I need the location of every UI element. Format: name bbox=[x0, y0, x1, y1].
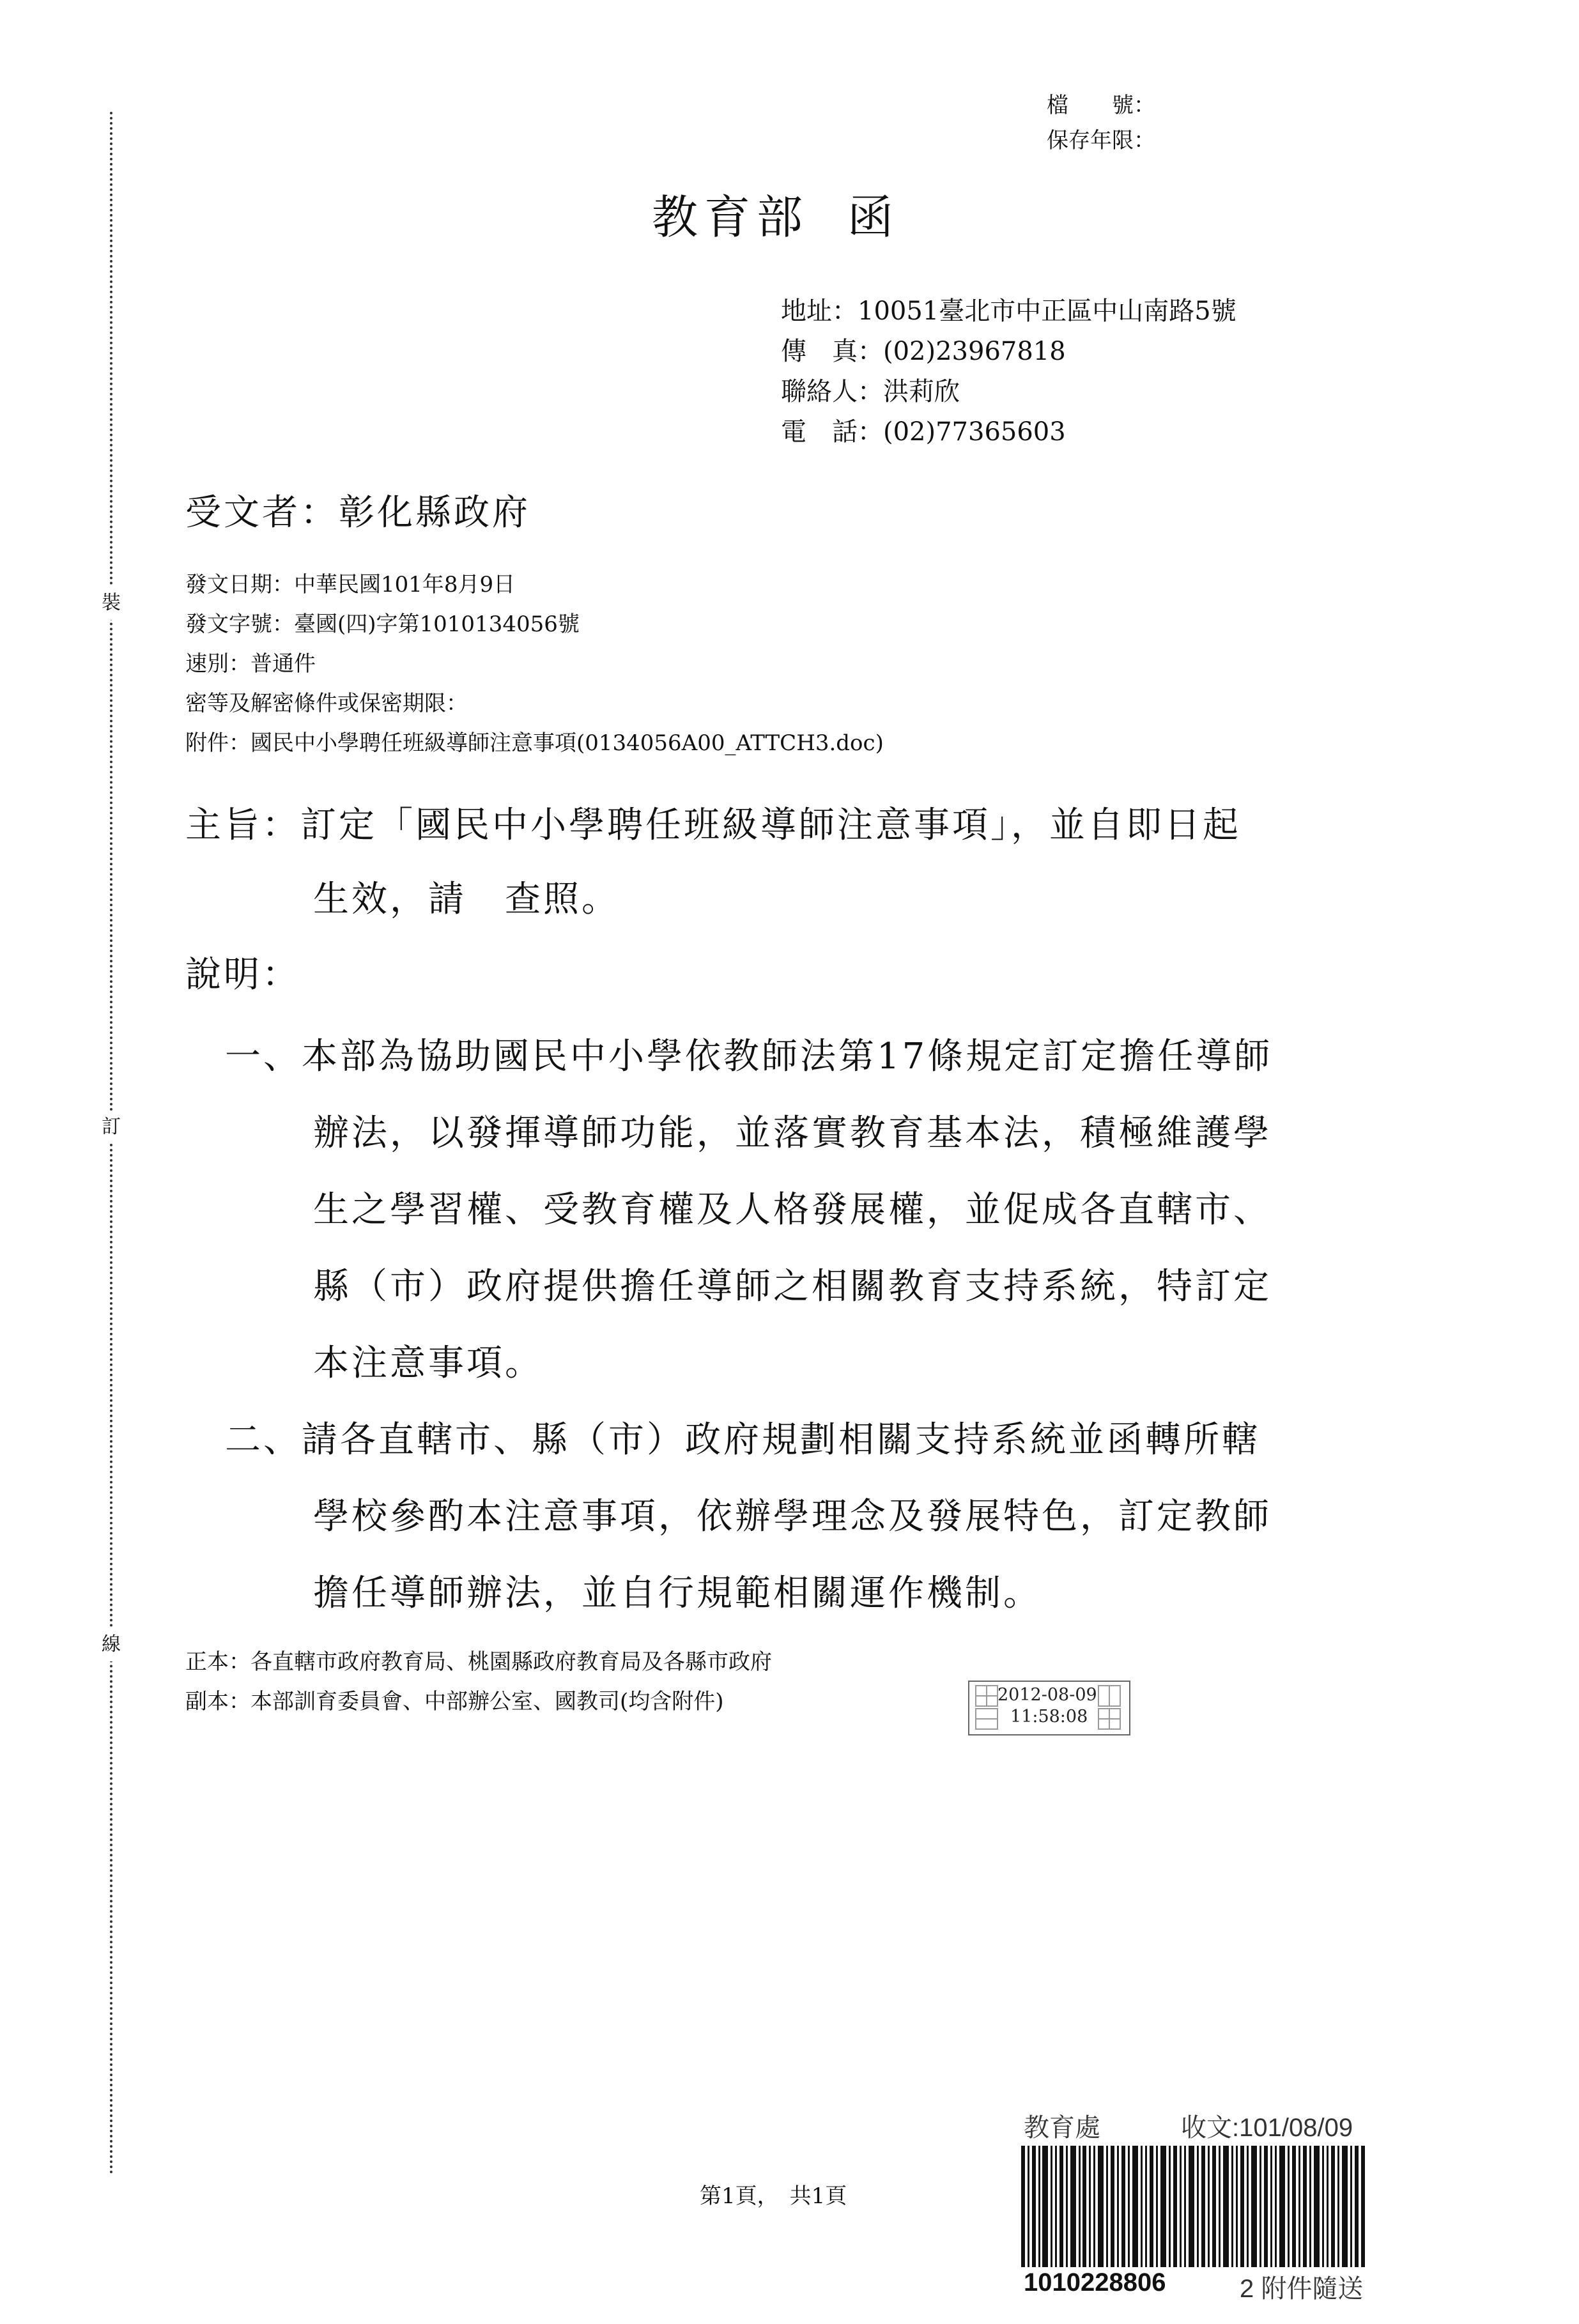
explanation-heading: 說明： bbox=[185, 954, 300, 996]
retention-period-label: 保存年限： bbox=[1047, 128, 1155, 153]
address: 地址：10051臺北市中正區中山南路5號 bbox=[781, 296, 1236, 326]
contact-person: 聯絡人：洪莉欣 bbox=[781, 377, 960, 406]
document-number: 發文字號：臺國(四)字第1010134056號 bbox=[185, 612, 580, 637]
subject-line-1: 主旨：訂定「國民中小學聘任班級導師注意事項」，並自即日起 bbox=[185, 804, 1241, 846]
explanation-item-1-line-3: 生之學習權、受教育權及人格發展權，並促成各直轄市、 bbox=[313, 1189, 1272, 1231]
explanation-item-2-line-3: 擔任導師辦法，並自行規範相關運作機制。 bbox=[313, 1573, 1042, 1614]
binding-mark-zhuang: 裝 bbox=[97, 587, 125, 620]
explanation-item-1-line-2: 辦法，以發揮導師功能，並落實教育基本法，積極維護學 bbox=[313, 1112, 1272, 1154]
distribution-copy: 副本：本部訓育委員會、中部辦公室、國教司(均含附件) bbox=[185, 1689, 724, 1714]
document-meta bbox=[185, 565, 884, 763]
contact-block bbox=[781, 291, 1236, 452]
receipt-number: 1010228806 bbox=[1024, 2268, 1166, 2297]
document-type: 函 bbox=[847, 190, 900, 244]
distribution-original: 正本：各直轄市政府教育局、桃園縣政府教育局及各縣市政府 bbox=[185, 1649, 772, 1675]
security-level: 密等及解密條件或保密期限： bbox=[185, 691, 468, 716]
attachment-info: 附件：國民中小學聘任班級導師注意事項(0134056A00_ATTCH3.doc) bbox=[185, 730, 884, 756]
delivery-speed: 速別：普通件 bbox=[185, 651, 316, 677]
explanation-item-2-line-2: 學校參酌本注意事項，依辦學理念及發展特色，訂定教師 bbox=[313, 1496, 1272, 1537]
receipt-received-date: 收文:101/08/09 bbox=[1181, 2114, 1353, 2142]
fax: 傳 真：(02)23967818 bbox=[781, 337, 1066, 366]
agency-name: 教育部 bbox=[652, 190, 810, 244]
binding-mark-ding: 訂 bbox=[97, 1111, 125, 1144]
issue-date: 發文日期：中華民國101年8月9日 bbox=[185, 572, 516, 597]
explanation-item-1-line-4: 縣（市）政府提供擔任導師之相關教育支持系統，特訂定 bbox=[313, 1266, 1272, 1307]
stamp-timestamp bbox=[997, 1684, 1097, 1728]
stamp-date: 2012-08-09 bbox=[997, 1685, 1097, 1705]
document-title bbox=[652, 180, 900, 247]
barcode-icon bbox=[1021, 2146, 1366, 2267]
explanation-item-1-line-1: 一、本部為協助國民中小學依教師法第17條規定訂定擔任導師 bbox=[225, 1036, 1273, 1077]
file-number-label: 檔 號： bbox=[1047, 93, 1155, 118]
binding-line bbox=[110, 112, 112, 2176]
explanation-item-2-line-1: 二、請各直轄市、縣（市）政府規劃相關支持系統並函轉所轄 bbox=[225, 1419, 1260, 1461]
page-number: 第1頁， 共1頁 bbox=[700, 2183, 847, 2209]
binding-mark-xian: 線 bbox=[97, 1628, 125, 1661]
subject-line-2: 生效，請 查照。 bbox=[313, 879, 620, 920]
explanation-item-1-line-5: 本注意事項。 bbox=[313, 1343, 543, 1384]
recipient: 受文者：彰化縣政府 bbox=[185, 492, 530, 534]
phone: 電 話：(02)77365603 bbox=[781, 417, 1066, 447]
stamp-time: 11:58:08 bbox=[1010, 1707, 1088, 1727]
receipt-attachment-note: 2 附件隨送 bbox=[1240, 2275, 1364, 2303]
electronic-exchange-stamp bbox=[968, 1681, 1130, 1735]
receipt-office: 教育處 bbox=[1024, 2114, 1100, 2142]
